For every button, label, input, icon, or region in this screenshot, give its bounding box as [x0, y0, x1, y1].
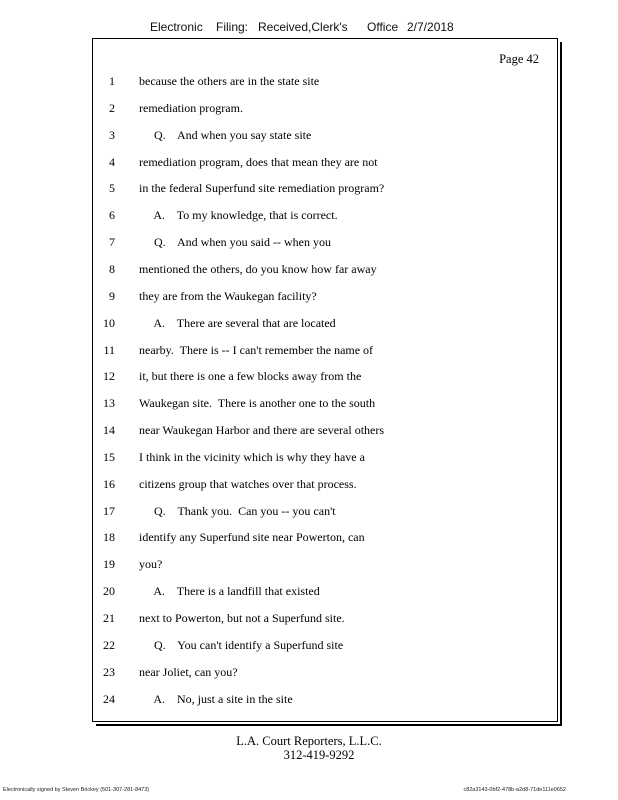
- line-text: Q. And when you said -- when you: [139, 235, 331, 250]
- line-text: because the others are in the state site: [139, 74, 320, 88]
- line-text: A. No, just a site in the site: [139, 691, 293, 706]
- line-number: 5: [109, 181, 115, 196]
- footer-company: L.A. Court Reporters, L.L.C.: [236, 734, 382, 748]
- line-number: 19: [103, 557, 115, 572]
- transcript-line: [93, 179, 557, 197]
- line-text: Q. Thank you. Can you -- you can't: [139, 503, 336, 518]
- line-number: 6: [109, 208, 115, 223]
- line-text: remediation program, does that mean they are not: [139, 154, 378, 169]
- line-text: Waukegan site. There is another one to the south: [139, 396, 376, 411]
- page-number: Page 42: [499, 52, 539, 66]
- header-word-electronic: Electronic: [150, 20, 203, 34]
- line-text: A. There is a landfill that existed: [139, 584, 320, 599]
- transcript-line: [93, 475, 557, 493]
- line-text: mentioned the others, do you know how far away: [139, 261, 377, 276]
- transcript-line: [93, 690, 557, 708]
- line-number: 24: [103, 691, 115, 706]
- footer-phone: 312-419-9292: [283, 748, 355, 762]
- transcript-line: [93, 528, 557, 546]
- line-number: 1: [109, 74, 115, 88]
- header-word-received: Received,Clerk's: [258, 20, 348, 34]
- signature-left: Electronically signed by Steven Brickey (501-307-281-8473): [3, 787, 150, 793]
- line-number: 9: [109, 288, 115, 303]
- line-text: they are from the Waukegan facility?: [139, 288, 317, 303]
- transcript-line: [93, 153, 557, 171]
- transcript-page: [92, 38, 558, 722]
- transcript-line: [93, 72, 557, 90]
- line-number: 16: [103, 476, 115, 491]
- transcript-line: [93, 99, 557, 117]
- line-number: 2: [109, 100, 115, 115]
- line-number: 22: [103, 637, 115, 652]
- line-number: 17: [103, 503, 115, 518]
- line-number: 23: [103, 664, 115, 679]
- line-number: 12: [103, 369, 115, 384]
- transcript-line: [93, 448, 557, 466]
- line-text: A. There are several that are located: [139, 315, 336, 330]
- line-text: you?: [139, 557, 163, 572]
- line-text: next to Powerton, but not a Superfund site.: [139, 611, 345, 625]
- filing-header: [0, 20, 618, 36]
- line-number: 3: [109, 127, 115, 142]
- transcript-line: [93, 582, 557, 600]
- line-number: 13: [103, 396, 115, 411]
- line-number: 7: [109, 235, 115, 250]
- line-number: 20: [103, 584, 115, 599]
- transcript-line: [93, 314, 557, 332]
- line-text: in the federal Superfund site remediation program?: [139, 181, 385, 196]
- line-text: remediation program.: [139, 100, 243, 115]
- transcript-line: [93, 663, 557, 681]
- transcript-line: [93, 233, 557, 251]
- line-number: 21: [103, 611, 115, 625]
- line-text: near Waukegan Harbor and there are several others: [139, 423, 385, 438]
- transcript-line: [93, 260, 557, 278]
- transcript-line: [93, 421, 557, 439]
- transcript-line: [93, 636, 557, 654]
- line-text: I think in the vicinity which is why they have a: [139, 449, 365, 464]
- header-date: 2/7/2018: [407, 20, 454, 34]
- line-text: Q. You can't identify a Superfund site: [139, 637, 344, 652]
- line-text: identify any Superfund site near Powerton, can: [139, 530, 365, 545]
- transcript-line: [93, 341, 557, 359]
- line-text: citizens group that watches over that process.: [139, 476, 357, 491]
- transcript-line: [93, 126, 557, 144]
- line-text: nearby. There is -- I can't remember the name of: [139, 342, 374, 357]
- line-text: Q. And when you say state site: [139, 127, 312, 142]
- transcript-line: [93, 394, 557, 412]
- line-number: 18: [103, 530, 115, 545]
- transcript-line: [93, 367, 557, 385]
- transcript-line: [93, 287, 557, 305]
- line-number: 4: [109, 154, 115, 169]
- transcript-line: [93, 502, 557, 520]
- line-text: A. To my knowledge, that is correct.: [139, 208, 338, 223]
- line-number: 10: [103, 315, 115, 330]
- header-word-office: Office: [367, 20, 399, 34]
- header-word-filing: Filing:: [216, 20, 249, 34]
- transcript-line: [93, 206, 557, 224]
- line-number: 15: [103, 449, 115, 464]
- signature-hash: c82a3143-0bf2-478b-a2d8-71de111e0652: [463, 787, 566, 793]
- line-number: 8: [109, 261, 115, 276]
- line-number: 14: [103, 423, 115, 438]
- line-number: 11: [103, 342, 115, 357]
- transcript-line: [93, 609, 557, 627]
- line-text: it, but there is one a few blocks away from the: [139, 369, 362, 384]
- line-text: near Joliet, can you?: [139, 664, 238, 679]
- transcript-line: [93, 555, 557, 573]
